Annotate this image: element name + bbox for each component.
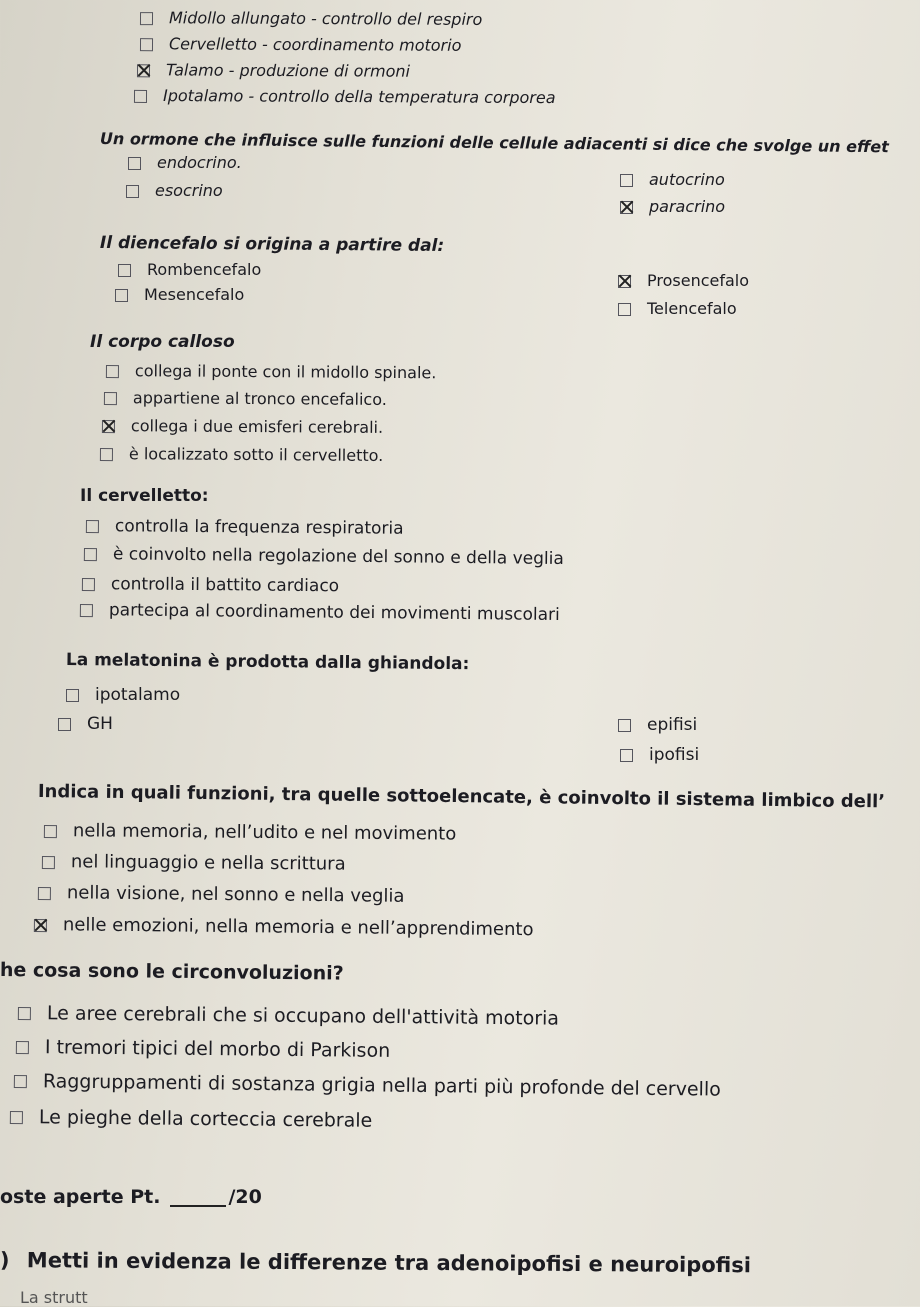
option-label: nella visione, nel sonno e nella veglia (66, 882, 405, 907)
q-limbico-option-3[interactable] (38, 884, 405, 906)
q-cervelletto-option-3[interactable] (82, 576, 339, 595)
checkbox[interactable] (118, 264, 131, 277)
option-label: esocrino (155, 181, 223, 200)
q-diencefalo-option-mesencefalo[interactable] (115, 287, 244, 303)
option-label: Mesencefalo (144, 285, 245, 304)
checkbox[interactable] (618, 719, 631, 732)
checkbox[interactable] (44, 824, 57, 837)
option-label: controlla la frequenza respiratoria (114, 516, 404, 539)
checkbox-checked[interactable] (618, 275, 631, 288)
option-label: appartiene al tronco encefalico. (132, 388, 387, 409)
checkbox[interactable] (100, 447, 113, 460)
q-ormone-option-esocrino[interactable] (126, 183, 223, 199)
checkbox-checked[interactable] (34, 918, 47, 931)
option-label: autocrino (649, 170, 725, 189)
option-label: è coinvolto nella regolazione del sonno e della veglia (112, 544, 564, 570)
checkbox[interactable] (14, 1075, 27, 1088)
q-melatonina-option-ipofisi[interactable] (620, 747, 699, 764)
checkbox[interactable] (58, 718, 71, 731)
option-label: Le aree cerebrali che si occupano dell'attività motoria (46, 1002, 560, 1030)
question-metti (0, 1250, 751, 1276)
checkbox[interactable] (106, 364, 119, 377)
question-ormone: Un ormone che influisce sulle funzioni delle cellule adiacenti si dice che svolge un effet (99, 129, 889, 157)
option-label: Raggruppamenti di sostanza grigia nella parti più profonde del cervello (42, 1070, 721, 1101)
q-circonvoluzioni-option-1[interactable] (18, 1004, 559, 1029)
checkbox[interactable] (115, 289, 128, 302)
q-cervelletto-option-1[interactable] (86, 518, 404, 538)
q-limbico-option-2[interactable] (42, 853, 346, 874)
checkbox[interactable] (84, 548, 97, 561)
question-cervelletto: Il cervelletto: (80, 486, 209, 506)
option-label: Telencefalo (647, 299, 737, 318)
q-melatonina-option-epifisi[interactable] (618, 717, 697, 734)
option-label: nelle emozioni, nella memoria e nell’apprendimento (62, 914, 534, 941)
q-ormone-option-endocrino[interactable] (128, 155, 242, 171)
option-label: nella memoria, nell’udito e nel movimento (72, 820, 457, 845)
question-diencefalo: Il diencefalo si origina a partire dal: (99, 233, 445, 257)
checkbox[interactable] (140, 38, 153, 51)
checkbox[interactable] (66, 689, 79, 702)
option-label: GH (87, 714, 113, 734)
q-diencefalo-option-prosencefalo[interactable] (618, 273, 749, 289)
question-melatonina: La melatonina è prodotta dalla ghiandola: (65, 650, 470, 675)
option-label: controlla il battito cardiaco (110, 574, 340, 597)
checkbox[interactable] (82, 578, 95, 591)
option-label: partecipa al coordinamento dei movimenti muscolari (108, 600, 560, 626)
checkbox[interactable] (618, 303, 631, 316)
checkbox[interactable] (140, 12, 153, 25)
q-limbico-option-4[interactable] (34, 916, 534, 939)
checkbox[interactable] (620, 174, 633, 187)
checkbox-checked[interactable] (137, 64, 150, 77)
q-calloso-option-1[interactable] (106, 363, 437, 381)
question-limbico: Indica in quali funzioni, tra quelle sottoelencate, è coinvolto il sistema limbico dell’ (37, 781, 886, 813)
q-prev-option-4[interactable] (134, 88, 556, 106)
q-limbico-option-1[interactable] (44, 822, 457, 844)
q-circonvoluzioni-option-3[interactable] (14, 1072, 721, 1100)
checkbox[interactable] (42, 855, 55, 868)
option-label: Cervelletto - coordinamento motorio (168, 34, 462, 55)
option-label: Le pieghe della corteccia cerebrale (38, 1106, 373, 1132)
checkbox[interactable] (620, 749, 633, 762)
option-label: I tremori tipici del morbo di Parkison (44, 1036, 391, 1062)
option-label: è localizzato sotto il cervelletto. (128, 444, 384, 465)
checkbox[interactable] (16, 1041, 29, 1054)
question-circonvoluzioni: he cosa sono le circonvoluzioni? (0, 959, 344, 985)
checkbox[interactable] (86, 520, 99, 533)
score-blank[interactable] (170, 1189, 226, 1207)
q-circonvoluzioni-option-2[interactable] (16, 1038, 390, 1061)
q-diencefalo-option-rombencefalo[interactable] (118, 262, 261, 278)
cut-off-text: La strutt (20, 1288, 88, 1307)
option-label: nel linguaggio e nella scrittura (70, 851, 346, 875)
option-label: Prosencefalo (647, 271, 750, 290)
q-calloso-option-2[interactable] (104, 390, 387, 408)
q-calloso-option-4[interactable] (100, 446, 383, 464)
option-label: endocrino. (157, 153, 242, 172)
q-prev-option-3[interactable] (137, 62, 410, 79)
checkbox[interactable] (128, 157, 141, 170)
q-cervelletto-option-4[interactable] (80, 602, 560, 624)
option-label: paracrino (649, 197, 726, 216)
q-diencefalo-option-telencefalo[interactable] (618, 301, 737, 317)
question-number: ) (0, 1248, 10, 1273)
option-label: epifisi (647, 715, 698, 735)
q-prev-option-1[interactable] (140, 10, 482, 28)
q-ormone-option-autocrino[interactable] (620, 172, 725, 188)
q-melatonina-option-gh[interactable] (58, 716, 113, 733)
open-questions-score (0, 1188, 262, 1207)
open-questions-label: oste aperte Pt. (0, 1186, 161, 1208)
checkbox[interactable] (104, 391, 117, 404)
checkbox-checked[interactable] (102, 419, 115, 432)
q-melatonina-option-ipotalamo[interactable] (66, 687, 180, 704)
option-label: Ipotalamo - controllo della temperatura corporea (162, 86, 556, 108)
option-label: ipofisi (649, 745, 700, 765)
q-cervelletto-option-2[interactable] (84, 546, 564, 568)
question-text: Metti in evidenza le differenze tra adenoipofisi e neuroipofisi (26, 1248, 752, 1278)
checkbox[interactable] (10, 1111, 23, 1124)
checkbox[interactable] (126, 185, 139, 198)
checkbox[interactable] (134, 89, 147, 102)
q-calloso-option-3[interactable] (102, 418, 383, 436)
option-label: ipotalamo (95, 685, 181, 705)
option-label: collega i due emisferi cerebrali. (130, 416, 384, 437)
q-prev-option-2[interactable] (140, 36, 461, 54)
checkbox[interactable] (80, 604, 93, 617)
open-questions-total: /20 (228, 1186, 262, 1208)
q-ormone-option-paracrino[interactable] (620, 199, 725, 215)
option-label: Midollo allungato - controllo del respiro (168, 8, 483, 29)
checkbox[interactable] (18, 1007, 31, 1020)
option-label: Rombencefalo (147, 260, 262, 279)
option-label: Talamo - produzione di ormoni (165, 60, 411, 81)
option-label: collega il ponte con il midollo spinale. (134, 361, 437, 383)
q-circonvoluzioni-option-4[interactable] (10, 1108, 373, 1131)
checkbox-checked[interactable] (620, 201, 633, 214)
checkbox[interactable] (38, 886, 51, 899)
question-calloso: Il corpo calloso (90, 332, 235, 352)
